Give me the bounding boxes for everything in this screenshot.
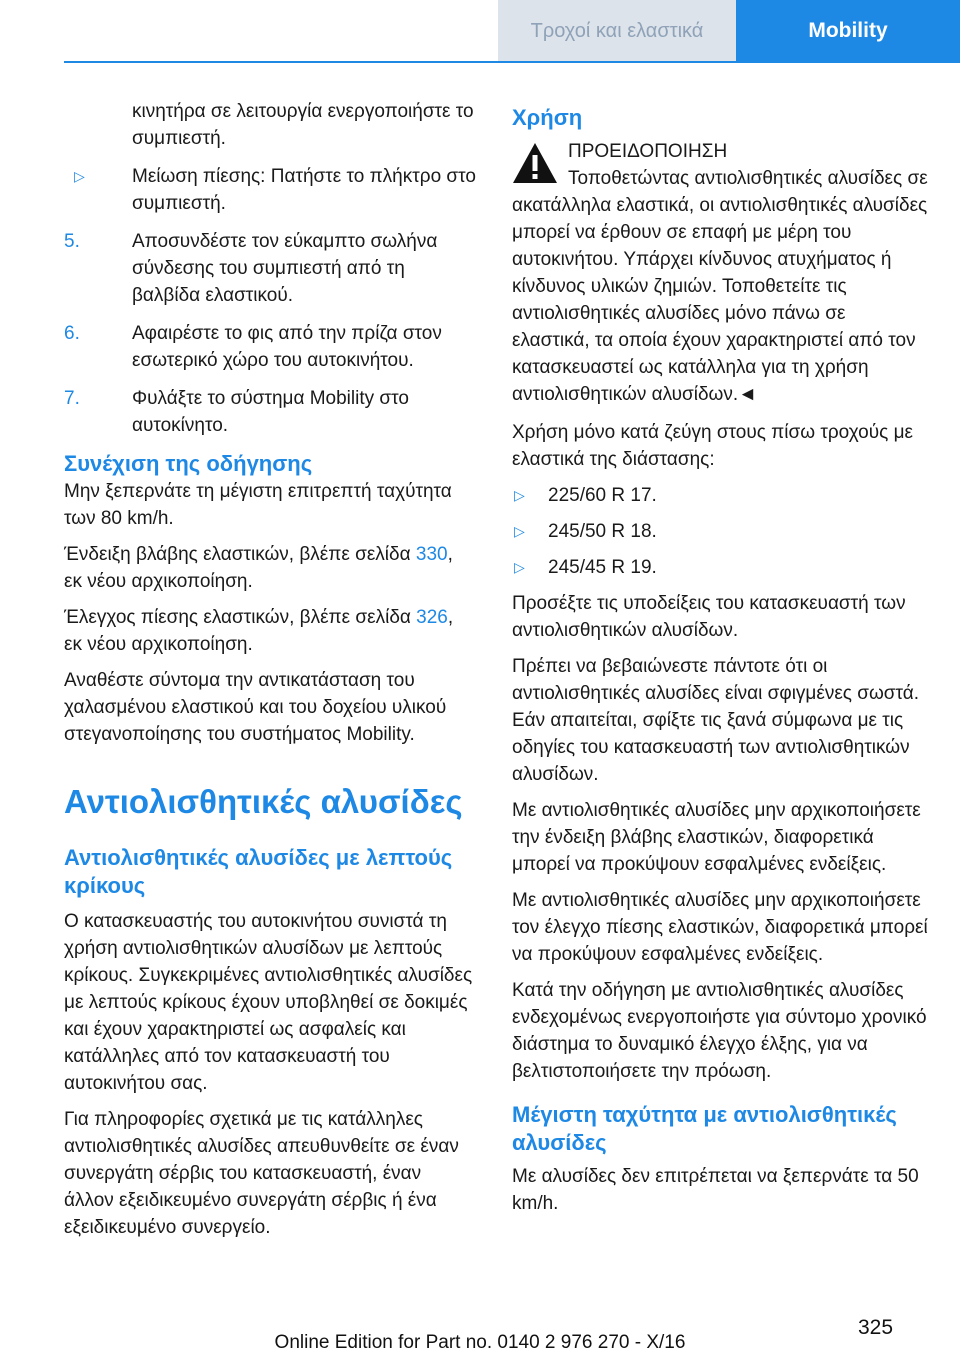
tire-pressure-ref xyxy=(64,604,476,658)
warning-icon xyxy=(512,142,558,184)
bullet-triangle-icon: ▷ xyxy=(74,168,85,184)
tire-size-text: 225/60 R 17. xyxy=(548,485,657,506)
tire-size-text: 245/45 R 19. xyxy=(548,557,657,578)
ref-text: Έλεγχος πίεσης ελαστικών, βλέπε σελίδα xyxy=(64,607,417,628)
fine-chains-info-paragraph: Για πληροφορίες σχετικά με τις κατάλληλες αντιολισθητικές αλυσίδες απευθυνθείτε σε έναν συνεργάτη σέρβις του κατασκευαστή, έναν άλλον εξειδικευμένο συνεργάτη σέρβις ή ένα εξειδικευμένο συνεργείο. xyxy=(64,1109,459,1238)
step-text: Αποσυνδέστε τον εύκαμπτο σωλήνα σύνδεσης του συμπιεστή από τη βαλβίδα ελαστικού. xyxy=(132,231,438,306)
right-column xyxy=(512,98,928,1226)
page-link-330[interactable]: 330 xyxy=(415,544,448,565)
left-column xyxy=(64,98,476,1250)
step-item xyxy=(64,385,476,439)
warning-title: ΠΡΟΕΙΔΟΠΟΙΗΣΗ xyxy=(568,141,728,162)
pairs-text: Χρήση μόνο κατά ζεύγη στους πίσω τροχούς με ελαστικά της διάστασης: xyxy=(512,422,913,470)
tire-size-item xyxy=(512,518,928,545)
step-item xyxy=(64,320,476,374)
traction-control-text: Κατά την οδήγηση με αντιολισθητικές αλυσίδες ενδεχομένως ενεργοποιήστε για σύντομο χρονικό διάστημα το δυναμικό έλεγχο έλξης, για να βελτιστοποιήσετε την πρόωση. xyxy=(512,980,927,1082)
tighten-chains-text: Πρέπει να βεβαιώνεστε πάντοτε ότι οι αντιολισθητικές αλυσίδες είναι σφιγμένες σωστά. Εάν απαιτείται, σφίξτε τις ξανά σύμφωνα με τις οδηγίες του κατασκευαστή των αντιολισθητικών αλυσίδων. xyxy=(512,656,920,785)
no-init-damage-text: Με αντιολισθητικές αλυσίδες μην αρχικοποιήσετε την ένδειξη βλάβης ελαστικών, διαφορετικά μπορεί να προκύψουν εσφαλμένες ενδείξεις. xyxy=(512,800,921,875)
tire-size-text: 245/50 R 18. xyxy=(548,521,657,542)
warning-block xyxy=(512,138,928,198)
step-text: Αφαιρέστε το φις από την πρίζα στον εσωτερικό χώρο του αυτοκινήτου. xyxy=(132,323,442,371)
continue-driving-heading: Συνέχιση της οδήγησης xyxy=(64,451,313,476)
tire-damage-ref xyxy=(64,541,476,595)
continued-step-text: κινητήρα σε λειτουργία ενεργοποιήστε το συμπιεστή. xyxy=(132,101,474,149)
step-number: 5. xyxy=(64,231,80,252)
section-title-tab: Τροχοί και ελαστικά xyxy=(498,0,736,62)
bullet-item xyxy=(64,163,476,217)
step-number: 6. xyxy=(64,323,80,344)
bullet-triangle-icon: ▷ xyxy=(514,523,525,539)
step-item xyxy=(64,228,476,309)
bullet-triangle-icon: ▷ xyxy=(514,559,525,575)
page-number: 325 xyxy=(858,1316,894,1339)
no-init-pressure-text: Με αντιολισθητικές αλυσίδες μην αρχικοποιήσετε τον έλεγχο πίεσης ελαστικών, διαφορετικά μπορεί να προκύψουν εσφαλμένες ενδείξεις. xyxy=(512,890,928,965)
page-link-326[interactable]: 326 xyxy=(416,607,448,628)
step-number: 7. xyxy=(64,388,80,409)
edition-footer: Online Edition for Part no. 0140 2 976 270 - X/16 xyxy=(274,1332,686,1353)
max-speed-chains-heading: Μέγιστη ταχύτητα με αντιολισθητικές αλυσίδες xyxy=(512,1102,897,1155)
fine-chains-paragraph: Ο κατασκευαστής του αυτοκινήτου συνιστά τη χρήση αντιολισθητικών αλυσίδων με λεπτούς κρίκους. Συγκεκριμένες αντιολισθητικές αλυσίδες με λεπτούς κρίκους έχουν υποβληθεί σε δοκιμές και έχουν χαρακτηριστεί ως ασφαλείς και κατάλληλες από τον κατασκευαστή του αυτοκινήτου σας. xyxy=(64,911,473,1094)
replacement-text: Αναθέστε σύντομα την αντικατάσταση του χαλασμένου ελαστικού και του δοχείου υλικού στεγανοποίησης του συστήματος Mobility. xyxy=(64,670,447,745)
warning-text: Τοποθετώντας αντιολισθητικές αλυσίδες σε ακατάλληλα ελαστικά, οι αντιολισθητικές αλυσίδες μπορεί να έρθουν σε επαφή με μέρη του αυτοκινήτου. Υπάρχει κίνδυνος ατυχήματος ή κίνδυνος υλικών ζημιών. Τοποθετείτε τις αντιολισθητικές αλυσίδες μόνο πάνω σε ελαστικά, τα οποία έχουν χαρακτηριστεί από τον κατασκευαστεί ως κατάλληλα για τη χρήση αντιολισθητικών αλυσίδων.◄ xyxy=(512,168,928,405)
chapter-title-tab: Mobility xyxy=(736,0,960,62)
bullet-text: Μείωση πίεσης: Πατήστε το πλήκτρο στο συμπιεστή. xyxy=(132,166,476,214)
max-speed-text: Μην ξεπερνάτε τη μέγιστη επιτρεπτή ταχύτητα των 80 km/h. xyxy=(64,481,452,529)
header-rule xyxy=(64,61,960,63)
ref-text: , εκ νέου αρχικοποίηση. xyxy=(64,544,453,592)
max-speed-chains-text: Με αλυσίδες δεν επιτρέπεται να ξεπερνάτε τα 50 km/h. xyxy=(512,1166,919,1214)
snow-chains-heading: Αντιολισθητικές αλυσίδες xyxy=(64,783,463,820)
tire-size-item xyxy=(512,482,928,509)
use-heading: Χρήση xyxy=(512,105,583,130)
tire-size-item xyxy=(512,554,928,581)
ref-text: , εκ νέου αρχικοποίηση. xyxy=(64,607,454,655)
manufacturer-instructions: Προσέξτε τις υποδείξεις του κατασκευαστή των αντιολισθητικών αλυσίδων. xyxy=(512,593,906,641)
step-text: Φυλάξτε το σύστημα Mobility στο αυτοκίνητο. xyxy=(132,388,409,436)
ref-text: Ένδειξη βλάβης ελαστικών, βλέπε σελίδα xyxy=(64,544,416,565)
bullet-triangle-icon: ▷ xyxy=(514,487,525,503)
fine-link-chains-heading: Αντιολισθητικές αλυσίδες με λεπτούς κρίκους xyxy=(64,845,453,898)
